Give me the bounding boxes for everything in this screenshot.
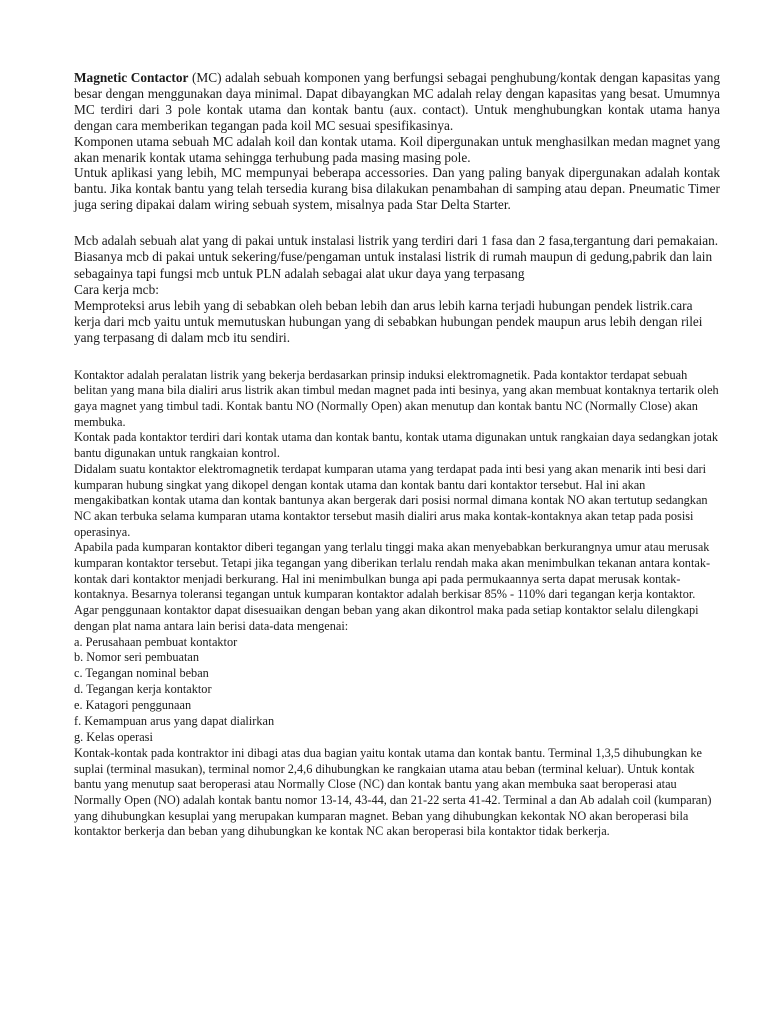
kontaktor-paragraph-3: Didalam suatu kontaktor elektromagnetik terdapat kumparan utama yang terdapat pada inti besi yang akan menarik inti besi dari kumparan hubung singkat yang dikopel dengan kontak utama dan kontak bantu dari kontaktor tersebut. Hal ini akan mengakibatkan kontak utama dan kontak bantunya akan bergerak dari posisi normal dimana kontak NO akan tertutup sedangkan NC akan terbuka selama kumparan utama kontaktor tersebut masih dialiri arus maka kontak-kontaknya akan tetap pada posisi operasinya.	[74, 461, 708, 539]
nameplate-data-list	[74, 635, 720, 746]
list-item: g. Kelas operasi	[74, 729, 153, 744]
section-kontaktor	[74, 368, 720, 841]
kontaktor-paragraph-5: Agar penggunaan kontaktor dapat disesuaikan dengan beban yang akan dikontrol maka pada setiap kontaktor selalu dilengkapi dengan plat nama antara lain berisi data-data mengenai:	[74, 603, 699, 633]
blank-line	[74, 213, 720, 233]
blank-line	[74, 347, 720, 368]
list-item: b. Nomor seri pembuatan	[74, 650, 199, 665]
section-magnetic-contactor	[74, 70, 720, 213]
section-mcb	[74, 233, 720, 346]
mc-paragraph-3: Untuk aplikasi yang lebih, MC mempunyai beberapa accessories. Dan yang paling banyak dipergunakan adalah kontak bantu. Jika kontak bantu yang telah tersedia kurang bisa dilakukan penambahan di samping atau depan. Pneumatic Timer juga sering dipakai dalam wiring sebuah system, misalnya pada Star Delta Starter.	[74, 165, 720, 213]
mcb-paragraph-1: Mcb adalah sebuah alat yang di pakai untuk instalasi listrik yang terdiri dari 1 fasa dan 2 fasa,tergantung dari pemakaian.	[74, 233, 719, 249]
kontaktor-paragraph-2: Kontak pada kontaktor terdiri dari kontak utama dan kontak bantu, kontak utama digunakan untuk rangkaian daya sedangkan jotak bantu digunakan untuk rangkaian kontrol.	[74, 430, 719, 461]
list-item: d. Tegangan kerja kontaktor	[74, 682, 212, 697]
mcb-heading-cara-kerja: Cara kerja mcb:	[74, 281, 159, 297]
list-item: c. Tegangan nominal beban	[74, 666, 209, 681]
list-item: f. Kemampuan arus yang dapat dialirkan	[74, 714, 275, 729]
list-item: a. Perusahaan pembuat kontaktor	[74, 634, 238, 649]
kontaktor-paragraph-4: Apabila pada kumparan kontaktor diberi tegangan yang terlalu tinggi maka akan menyebabkan berkurangnya umur atau merusak kumparan kontaktor tersebut. Tetapi jika tegangan yang diberikan terlalu rendah maka akan menimbulkan tekanan antara kontak-kontak dari kontaktor menjadi berkurang. Hal ini menimbulkan bunga api pada permukaannya serta dapat merusak kontak-kontaknya. Besarnya toleransi tegangan untuk kumparan kontaktor adalah berkisar 85% - 110% dari tegangan kerja kontaktor.	[74, 540, 711, 602]
mc-term: Magnetic Contactor	[74, 70, 189, 85]
kontaktor-paragraph-6: Kontak-kontak pada kontraktor ini dibagi atas dua bagian yaitu kontak utama dan kontak bantu. Terminal 1,3,5 dihubungkan ke suplai (terminal masukan), terminal nomor 2,4,6 dihubungkan ke rangkaian utama atau beban (terminal keluar). Untuk kontak bantu yang menutup saat beroperasi atau Normally Close (NC) dan kontak bantu yang akan membuka saat beroperasi atau Normally Open (NO) adalah kontak bantu nomor 13-14, 43-44, dan 21-22 serta 41-42. Terminal a dan Ab adalah coil (kumparan) yang dihubungkan kesuplai yang merupakan kumparan magnet. Beban yang dihubungkan kekontak NO akan beroperasi bila kontaktor berkerja dan beban yang dihubungkan ke kontak NC akan beroperasi bila kontaktor tidak berkerja.	[74, 745, 712, 839]
kontaktor-paragraph-1: Kontaktor adalah peralatan listrik yang bekerja berdasarkan prinsip induksi elektromagnetik. Pada kontaktor terdapat sebuah belitan yang mana bila dialiri arus listrik akan timbul medan magnet pada inti besinya, yang akan membuat kontaknya tertarik oleh gaya magnet yang timbul tadi. Kontak bantu NO (Normally Open) akan menutup dan kontak bantu NC (Normally Close) akan membuka.	[74, 367, 719, 429]
mc-definition: (MC) adalah sebuah komponen yang berfungsi sebagai penghubung/kontak dengan kapasitas yang besar dengan menggunakan daya minimal. Dapat dibayangkan MC adalah relay dengan kapasitas yang besat. Umumnya MC terdiri dari 3 pole kontak utama dan kontak bantu (aux. contact). Untuk menghubungkan kontak utama hanya dengan cara memberikan tegangan pada koil MC sesuai spesifikasinya.	[74, 70, 720, 133]
mcb-paragraph-2: Biasanya mcb di pakai untuk sekering/fuse/pengaman untuk instalasi listrik di rumah maupun di gedung,pabrik dan lain sebagainya tapi fungsi mcb untuk PLN adalah sebagai alat ukur daya yang terpasang	[74, 249, 713, 281]
mc-paragraph-1	[74, 70, 720, 134]
mc-paragraph-2: Komponen utama sebuah MC adalah koil dan kontak utama. Koil dipergunakan untuk menghasilkan medan magnet yang akan menarik kontak utama sehingga terhubung pada masing masing pole.	[74, 133, 720, 165]
mcb-paragraph-3: Memproteksi arus lebih yang di sebabkan oleh beban lebih dan arus lebih karna terjadi hubungan pendek listrik.cara kerja dari mcb yaitu untuk memutuskan hubungan yang di sebabkan hubungan pendek maupun arus lebih dengan rilei yang terpasang di dalam mcb itu sendiri.	[74, 297, 703, 346]
document-page	[74, 70, 720, 840]
list-item: e. Katagori penggunaan	[74, 698, 192, 713]
